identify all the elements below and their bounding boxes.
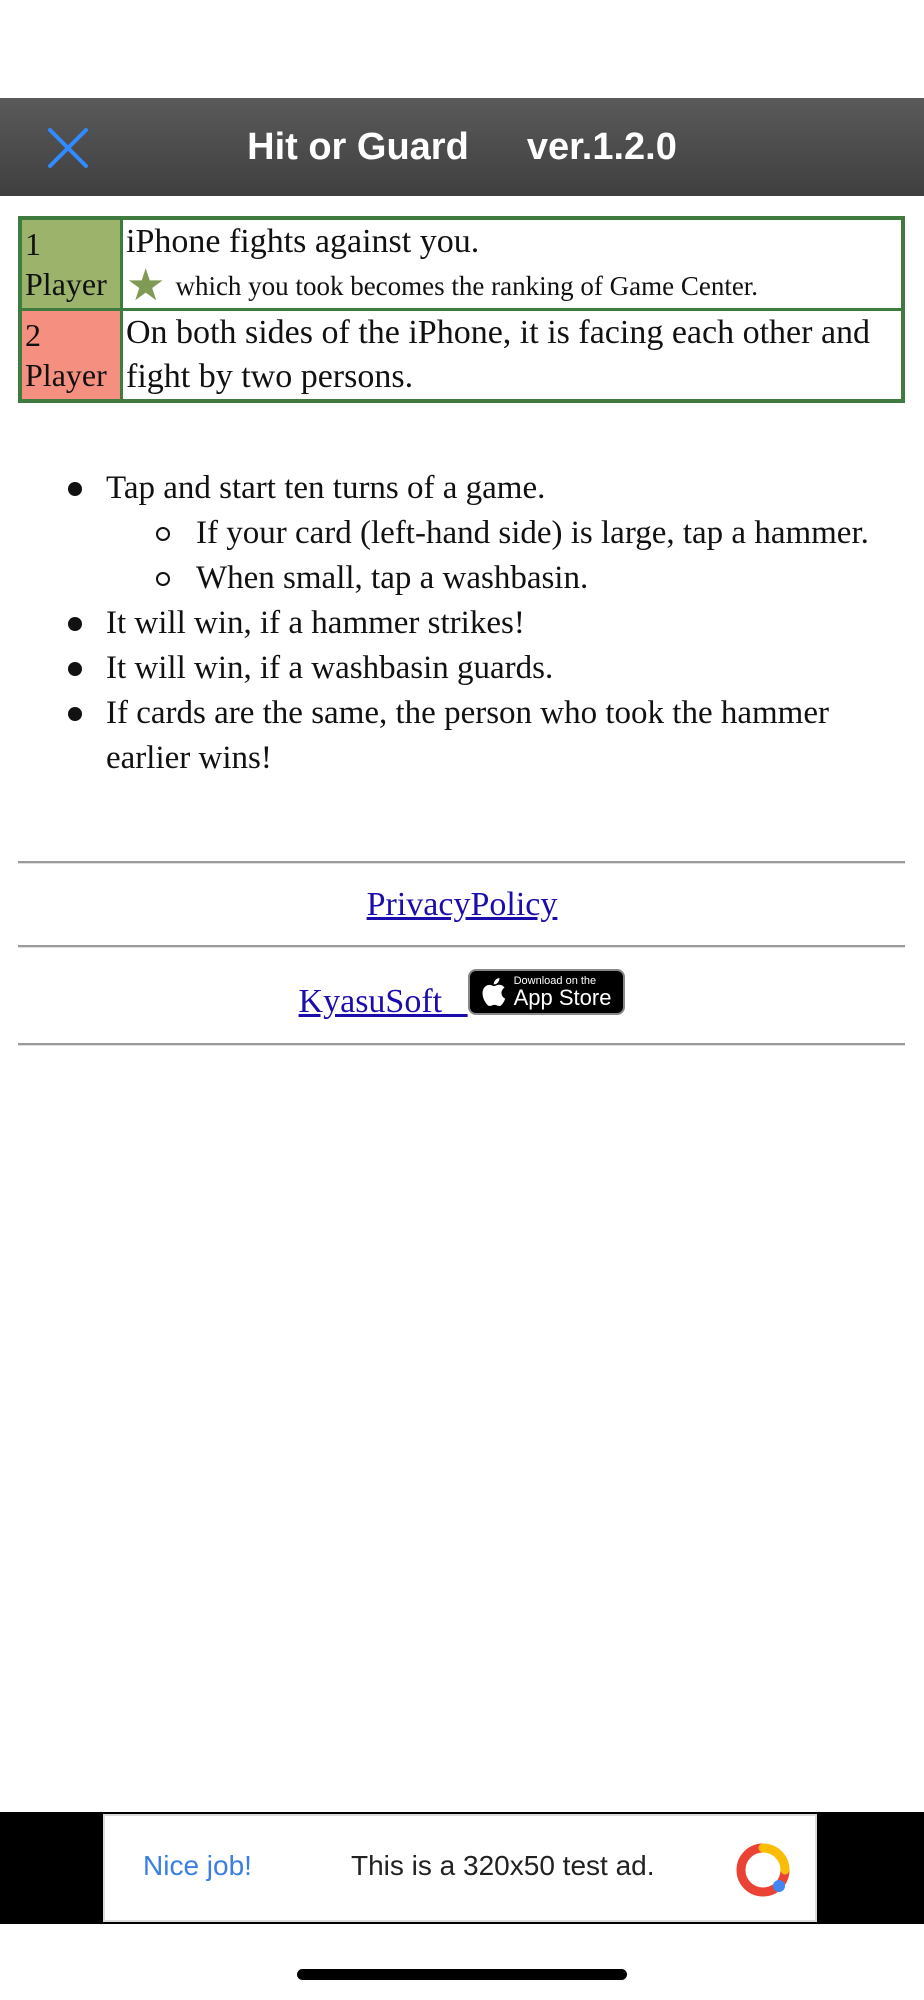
sub-rule-item: If your card (left-hand side) is large, tap a hammer. <box>196 511 900 556</box>
close-x-icon[interactable] <box>40 120 96 176</box>
navigation-bar <box>0 98 924 196</box>
ad-logo-icon <box>735 1842 791 1898</box>
sub-rules-list <box>106 511 900 601</box>
test-ad-banner[interactable] <box>103 1814 817 1922</box>
mode-number: 1 <box>25 226 41 262</box>
developer-row <box>0 974 924 1030</box>
mode-table <box>18 216 905 403</box>
rule-item: If cards are the same, the person who took the hammer earlier wins! <box>106 691 900 781</box>
ad-text: This is a 320x50 test ad. <box>351 1850 655 1881</box>
mode-label-2-player <box>20 310 122 402</box>
badge-small-text: Download on the <box>513 974 597 987</box>
mode-desc-line2 <box>126 261 898 310</box>
status-bar <box>0 0 924 98</box>
mode-label-1-player <box>20 218 122 310</box>
kyasusoft-link[interactable]: KyasuSoft <box>298 983 468 1020</box>
mode-description-1-player <box>122 218 904 310</box>
sub-rule-item: When small, tap a washbasin. <box>196 556 900 601</box>
divider <box>18 861 905 864</box>
rule-item <box>106 466 900 601</box>
mode-row-2-player <box>20 310 903 402</box>
mode-player-label: Player <box>25 266 107 302</box>
rules-list <box>0 466 900 781</box>
rule-item: It will win, if a washbasin guards. <box>106 646 900 691</box>
apple-icon <box>480 977 506 1007</box>
ad-bar <box>0 1812 924 1924</box>
badge-text <box>514 976 612 1009</box>
ranking-text: which you took becomes the ranking of Game Center. <box>175 271 759 301</box>
app-title: Hit or Guard <box>247 125 469 168</box>
privacy-row <box>0 880 924 930</box>
version-label: ver.1.2.0 <box>526 125 677 168</box>
divider <box>18 1043 905 1046</box>
rule-item: It will win, if a hammer strikes! <box>106 601 900 646</box>
mode-description-2-player <box>122 310 904 402</box>
mode-desc-line1: iPhone fights against you. <box>126 223 480 260</box>
app-store-badge[interactable] <box>468 969 626 1015</box>
home-indicator <box>297 1969 627 1980</box>
nav-title <box>0 98 924 196</box>
star-icon: ★ <box>126 261 166 310</box>
mode-desc-line1: On both sides of the iPhone, it is facing each other and fight by two persons. <box>126 314 871 395</box>
mode-player-label: Player <box>25 357 107 393</box>
divider <box>18 945 905 948</box>
rule-text: Tap and start ten turns of a game. <box>106 470 546 506</box>
ad-headline: Nice job! <box>143 1850 252 1881</box>
mode-row-1-player <box>20 218 903 310</box>
badge-big-text: App Store <box>513 984 612 1010</box>
mode-number: 2 <box>25 317 41 353</box>
privacy-policy-link[interactable]: PrivacyPolicy <box>366 886 558 923</box>
